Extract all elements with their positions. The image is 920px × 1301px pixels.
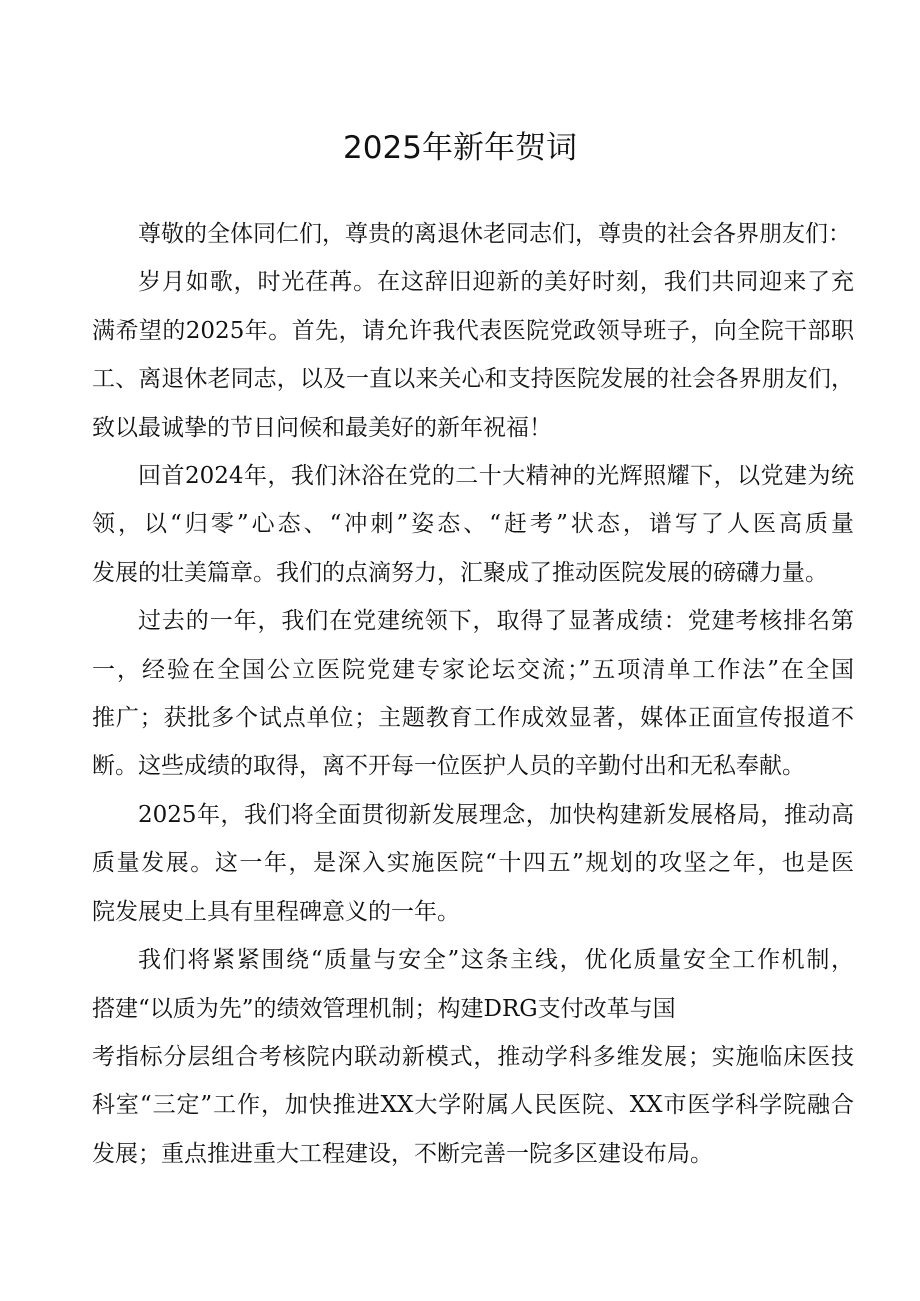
paragraph-intro <box>92 258 854 452</box>
text-line: 回首2024年，我们沐浴在党的二十大精神的光辉照耀下，以党建为统 <box>138 463 854 490</box>
paragraph-achievements <box>92 597 854 791</box>
text-line: 尊敬的全体同仁们，尊贵的离退休老同志们，尊贵的社会各界朋友们： <box>138 221 851 247</box>
text-line: 我们将紧紧围绕“质量与安全”这条主线，优化质量安全工作机制， <box>138 947 854 974</box>
text-line: 满希望的2025年。首先，请允许我代表医院党政领导班子，向全院干部职 <box>92 317 854 344</box>
document-title: 2025年新年贺词 <box>343 130 577 166</box>
text-line: 院发展史上具有里程碑意义的一年。 <box>92 898 460 925</box>
text-line: 断。这些成绩的取得，离不开每一位医护人员的辛勤付出和无私奉献。 <box>92 753 805 780</box>
text-line: 推广；获批多个试点单位；主题教育工作成效显著，媒体正面宣传报道不 <box>92 705 854 732</box>
text-line: 致以最诚挚的节日问候和最美好的新年祝福！ <box>92 414 552 441</box>
paragraph-quality-safety <box>92 936 854 1033</box>
text-line: 工、离退休老同志，以及一直以来关心和支持医院发展的社会各界朋友们， <box>92 366 854 393</box>
paragraph-development <box>92 1033 854 1178</box>
text-line: 发展；重点推进重大工程建设，不断完善一院多区建设布局。 <box>92 1140 713 1167</box>
text-line: 岁月如歌，时光荏苒。在这辞旧迎新的美好时刻，我们共同迎来了充 <box>138 269 854 296</box>
text-line: 搭建“以质为先”的绩效管理机制；构建DRG支付改革与国 <box>92 995 676 1022</box>
paragraph-plan-2025 <box>92 791 854 936</box>
text-line: 考指标分层组合考核院内联动新模式，推动学科多维发展；实施临床医技 <box>92 1043 854 1070</box>
text-line: 一，经验在全国公立医院党建专家论坛交流；”五项清单工作法”在全国 <box>92 656 854 683</box>
text-line: 2025年，我们将全面贯彻新发展理念，加快构建新发展格局，推动高 <box>138 801 854 828</box>
text-line: 发展的壮美篇章。我们的点滴努力，汇聚成了推动医院发展的磅礴力量。 <box>92 559 828 586</box>
text-line: 过去的一年，我们在党建统领下，取得了显著成绩：党建考核排名第 <box>138 608 854 635</box>
text-line: 领，以“归零”心态、“冲刺”姿态、“赶考”状态，谱写了人医高质量 <box>92 511 854 538</box>
text-line: 质量发展。这一年，是深入实施医院“十四五”规划的攻坚之年，也是医 <box>92 850 854 877</box>
text-line: 科室“三定”工作，加快推进XX大学附属人民医院、XX市医学科学院融合 <box>92 1092 854 1119</box>
paragraph-review-2024 <box>92 452 854 597</box>
paragraph-greeting <box>92 210 854 258</box>
document-body <box>92 210 854 1178</box>
